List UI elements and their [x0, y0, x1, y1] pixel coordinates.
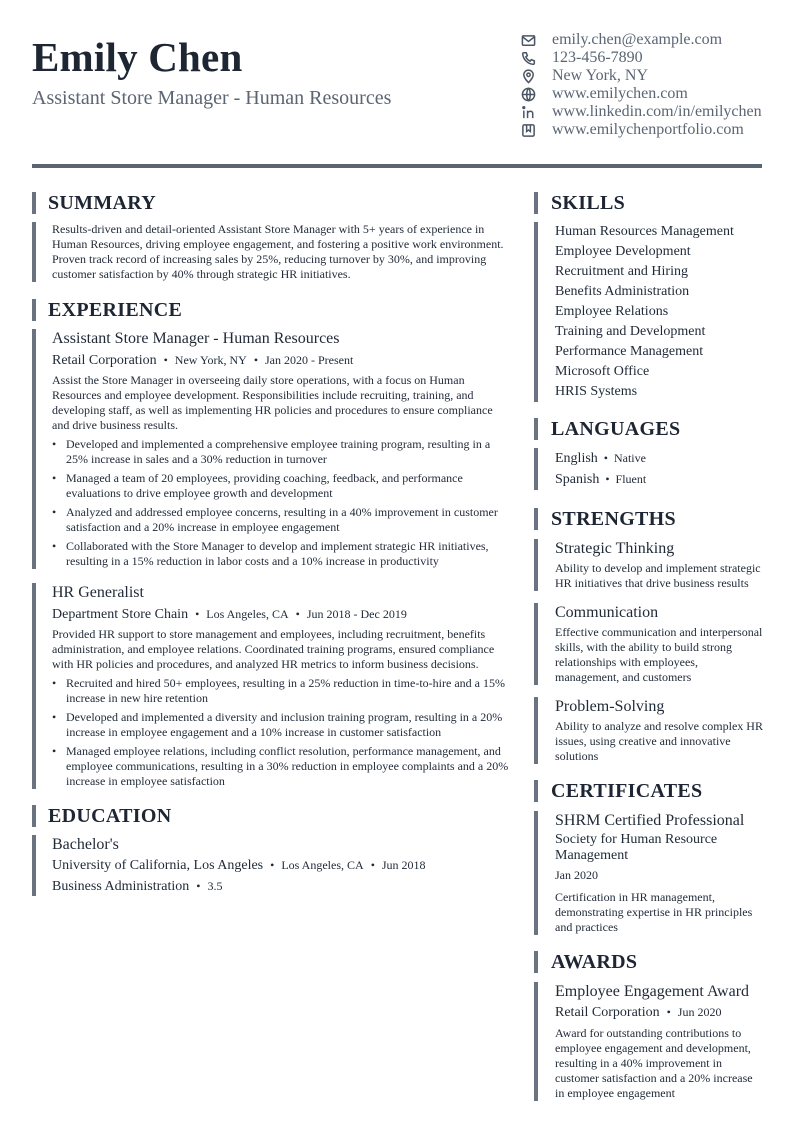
certificates-heading: CERTIFICATES: [534, 780, 764, 802]
school-location: Los Angeles, CA: [281, 858, 364, 872]
award-title: Employee Engagement Award: [555, 983, 750, 1000]
contact-website-text[interactable]: www.emilychen.com: [552, 85, 688, 102]
certificate-org: Society for Human Resource Management: [555, 832, 718, 863]
job-company: Retail Corporation: [52, 353, 157, 368]
header-divider: [32, 164, 762, 168]
contact-portfolio-text[interactable]: www.emilychenportfolio.com: [552, 121, 744, 138]
skill-item: Employee Development: [555, 244, 691, 259]
experience-heading: EXPERIENCE: [32, 299, 512, 321]
skill-item: Recruitment and Hiring: [555, 264, 688, 279]
separator-dot: •: [196, 879, 201, 893]
separator-dot: •: [603, 451, 608, 465]
strength-description: Ability to develop and implement strategic HR initiatives that drive business results: [555, 561, 761, 590]
candidate-name: Emily Chen: [32, 34, 243, 80]
strength-item: [534, 539, 764, 591]
contact-email-text[interactable]: emily.chen@example.com: [552, 31, 723, 48]
job-location: Los Angeles, CA: [206, 607, 289, 621]
job-entry: [32, 583, 512, 789]
certificate-title: SHRM Certified Professional: [555, 812, 745, 829]
job-meta: [52, 605, 512, 624]
resume-header: [32, 0, 762, 168]
education-heading: EDUCATION: [32, 805, 512, 827]
certificate-description: Certification in HR management, demonstrating expertise in HR principles and practices: [555, 890, 753, 934]
skill-item: Employee Relations: [555, 304, 669, 319]
job-description: Assist the Store Manager in overseeing daily store operations, with a focus on Human Resources and employee development. Responsibilities include recruiting, training, and developing staff, as well as implementing HR policies and procedures to ensure compliance and drive business results.: [52, 373, 493, 432]
strength-item: [534, 603, 764, 685]
awards-heading: AWARDS: [534, 951, 764, 973]
list-item: • Collaborated with the Store Manager to develop and implement strategic HR initiatives, resulting in a 15% reduction in labor costs and a 10% increase in productivity: [52, 539, 512, 569]
phone-icon: [519, 49, 537, 67]
education-entry: [32, 835, 512, 896]
strength-title: Communication: [555, 604, 659, 621]
language-item: [555, 469, 764, 490]
globe-icon: [519, 85, 537, 103]
location-pin-icon: [519, 67, 537, 85]
list-item: • Developed and implemented a comprehensive employee training program, resulting in a 25% increase in sales and a 30% reduction in turnover: [52, 437, 512, 467]
strength-description: Ability to analyze and resolve complex HR issues, using creative and innovative solutions: [555, 719, 763, 763]
separator-dot: •: [253, 353, 259, 367]
field-of-study: Business Administration: [52, 879, 190, 894]
skill-item: HRIS Systems: [555, 384, 638, 399]
summary-section: [32, 222, 512, 282]
skill-item: Benefits Administration: [555, 284, 690, 299]
list-item: • Managed employee relations, including conflict resolution, performance management, and employee communications, resulting in a 30% reduction in employee complaints and a 20% increase in employee satisfaction: [52, 744, 512, 789]
separator-dot: •: [605, 472, 610, 486]
school: University of California, Los Angeles: [52, 858, 264, 873]
skill-item: Performance Management: [555, 344, 704, 359]
linkedin-icon: [519, 103, 537, 121]
contact-list: [519, 31, 762, 139]
contact-portfolio[interactable]: [519, 121, 762, 139]
contact-phone-text[interactable]: 123-456-7890: [552, 49, 643, 66]
strengths-heading: STRENGTHS: [534, 508, 764, 530]
skill-item: Microsoft Office: [555, 364, 650, 379]
job-entry: [32, 329, 512, 569]
language-item: [555, 448, 764, 469]
gpa: 3.5: [207, 879, 223, 893]
contact-email[interactable]: [519, 31, 762, 49]
languages-section: [534, 448, 764, 490]
job-dates: Jun 2018 - Dec 2019: [306, 607, 407, 621]
certificate-date: Jan 2020: [555, 868, 598, 882]
main-column: [32, 192, 512, 896]
award-org: Retail Corporation: [555, 1005, 660, 1020]
mail-icon: [519, 31, 537, 49]
skills-heading: SKILLS: [534, 192, 764, 214]
candidate-title: Assistant Store Manager - Human Resources: [32, 87, 392, 109]
contact-linkedin[interactable]: [519, 103, 762, 121]
summary-heading: SUMMARY: [32, 192, 512, 214]
contact-linkedin-text[interactable]: www.linkedin.com/in/emilychen: [552, 103, 762, 120]
skill-item: Training and Development: [555, 324, 706, 339]
portfolio-icon: [519, 121, 537, 139]
award-meta: [555, 1003, 764, 1022]
list-item: • Managed a team of 20 employees, providing coaching, feedback, and performance evaluations to drive employee growth and development: [52, 471, 512, 501]
contact-location-text: New York, NY: [552, 67, 649, 84]
sidebar-column: [534, 192, 764, 1101]
education-meta: [52, 856, 512, 875]
skill-item: Human Resources Management: [555, 224, 734, 239]
separator-dot: •: [163, 353, 168, 367]
job-location: New York, NY: [174, 353, 247, 367]
separator-dot: •: [270, 858, 275, 872]
separator-dot: •: [195, 607, 200, 621]
separator-dot: •: [370, 858, 375, 872]
graduation-date: Jun 2018: [381, 858, 426, 872]
certificate-item: [534, 811, 764, 935]
strength-item: [534, 697, 764, 764]
job-bullets: [52, 676, 512, 789]
award-date: Jun 2020: [677, 1005, 722, 1019]
strength-title: Strategic Thinking: [555, 540, 675, 557]
strength-description: Effective communication and interpersonal skills, with the ability to build strong relationships with employees, management, and customers: [555, 625, 763, 684]
language-level: Fluent: [615, 472, 647, 486]
contact-location: [519, 67, 762, 85]
degree: Bachelor's: [52, 836, 119, 853]
list-item: • Developed and implemented a diversity and inclusion training program, resulting in a 20% increase in employee engagement and a 10% increase in customer satisfaction: [52, 710, 512, 740]
job-title: Assistant Store Manager - Human Resources: [52, 330, 340, 347]
list-item: • Recruited and hired 50+ employees, resulting in a 25% reduction in time-to-hire and a 15% increase in new hire retention: [52, 676, 512, 706]
language-name: English: [555, 451, 598, 466]
separator-dot: •: [295, 607, 300, 621]
summary-text: Results-driven and detail-oriented Assistant Store Manager with 5+ years of experience in Human Resources, driving employee engagement, and fostering a positive work environment. Proven track record of increasing sales by 25%, reducing turnover by 30%, and improving customer satisfaction by 40% through strategic HR initiatives.: [52, 222, 504, 281]
language-level: Native: [613, 451, 646, 465]
education-field-row: [52, 877, 512, 896]
skills-section: [534, 222, 764, 402]
contact-website[interactable]: [519, 85, 762, 103]
job-title: HR Generalist: [52, 584, 144, 601]
job-bullets: [52, 437, 512, 569]
award-description: Award for outstanding contributions to employee engagement and development, resulting in a 40% improvement in customer satisfaction and a 20% increase in employee engagement: [555, 1026, 753, 1100]
list-item: • Analyzed and addressed employee concerns, resulting in a 40% improvement in customer satisfaction and a 20% increase in employee engagement: [52, 505, 512, 535]
job-dates: Jan 2020 - Present: [265, 353, 354, 367]
contact-phone[interactable]: [519, 49, 762, 67]
job-description: Provided HR support to store management and employees, including recruitment, benefits administration, and employee relations. Coordinated training programs, ensured compliance with HR policies and procedures, and analyzed HR metrics to inform business decisions.: [52, 627, 495, 671]
job-company: Department Store Chain: [52, 607, 189, 622]
language-name: Spanish: [555, 472, 600, 487]
separator-dot: •: [666, 1005, 671, 1019]
languages-heading: LANGUAGES: [534, 418, 764, 440]
strength-title: Problem-Solving: [555, 698, 665, 715]
job-meta: [52, 351, 512, 370]
award-item: [534, 982, 764, 1101]
